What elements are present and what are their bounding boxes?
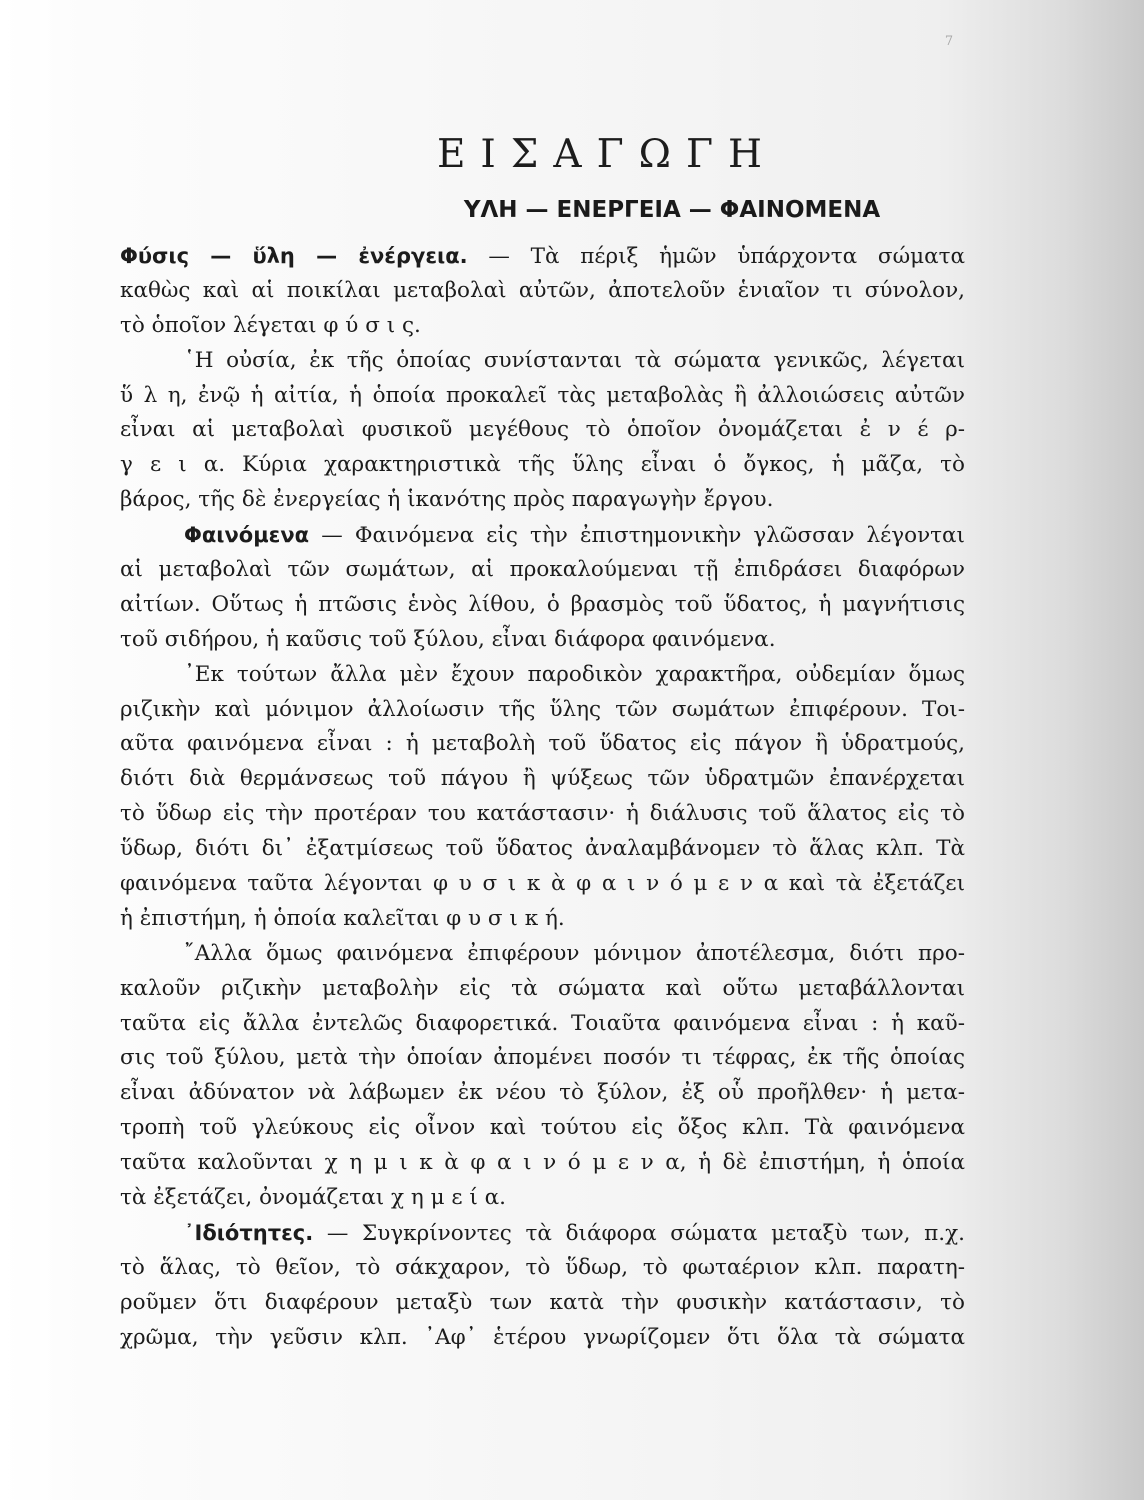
- text-line: ᾿Εκ τούτων ἄλλα μὲν ἔχουν παροδικὸν χαρακτῆρα, οὐδεμίαν ὅμως: [184, 661, 965, 687]
- section-subtitle: ΥΛΗ — ΕΝΕΡΓΕΙΑ — ΦΑΙΝΟΜΕΝΑ: [463, 197, 881, 224]
- text-line: χρῶμα, τὴν γεῦσιν κλπ. ᾿Αφ᾿ ἑτέρου γνωρίζομεν ὅτι ὅλα τὰ σώματα: [120, 1324, 965, 1350]
- text-line: ῾Η οὐσία, ἐκ τῆς ὁποίας συνίστανται τὰ σώματα γενικῶς, λέγεται: [184, 347, 965, 373]
- text-line: γ ε ι α. Κύρια χαρακτηριστικὰ τῆς ὕλης εἶναι ὁ ὄγκος, ἡ μᾶζα, τὸ: [120, 452, 965, 478]
- text-line: ῎Αλλα ὅμως φαινόμενα ἐπιφέρουν μόνιμον ἀποτέλεσμα, διότι προ-: [184, 940, 965, 966]
- text-line: τοῦ σιδήρου, ἡ καῦσις τοῦ ξύλου, εἶναι διάφορα φαινόμενα.: [120, 626, 776, 652]
- text-line: ριζικὴν καὶ μόνιμον ἀλλοίωσιν τῆς ὕλης τῶν σωμάτων ἐπιφέρουν. Τοι-: [120, 696, 965, 722]
- text-line: τὸ ἅλας, τὸ θεῖον, τὸ σάκχαρον, τὸ ὕδωρ, τὸ φωταέριον κλπ. παρατη-: [120, 1254, 965, 1280]
- text-line: ἡ ἐπιστήμη, ἡ ὁποία καλεῖται φ υ σ ι κ ή.: [120, 905, 565, 931]
- text-line: τὸ ὕδωρ εἰς τὴν προτέραν του κατάστασιν· ἡ διάλυσις τοῦ ἅλατος εἰς τὸ: [120, 801, 965, 827]
- paragraph-heading: ᾿Ιδιότητες.: [184, 1220, 314, 1245]
- text-line: αῦτα φαινόμενα εἶναι : ἡ μεταβολὴ τοῦ ὕδατος εἰς πάγον ἢ ὑδρατμούς,: [120, 731, 965, 757]
- text-line: τὰ ἐξετάζει, ὀνομάζεται χ η μ ε ί α.: [120, 1185, 506, 1211]
- text-line: ὕδωρ, διότι δι᾿ ἐξατμίσεως τοῦ ὕδατος ἀναλαμβάνομεν τὸ ἅλας κλπ. Τὰ: [120, 836, 965, 862]
- text-line: αἰτίων. Οὕτως ἡ πτῶσις ἑνὸς λίθου, ὁ βρασμὸς τοῦ ὕδατος, ἡ μαγνήτισις: [120, 591, 965, 617]
- text-line: Φύσις — ὕλη — ἐνέργεια. — Τὰ πέριξ ἡμῶν ὑπάρχοντα σώματα: [120, 244, 965, 269]
- text-line: καθὼς καὶ αἱ ποικίλαι μεταβολαὶ αὐτῶν, ἀποτελοῦν ἑνιαῖον τι σύνολον,: [120, 277, 965, 303]
- text-line: Φαινόμενα — Φαινόμενα εἰς τὴν ἐπιστημονικὴν γλῶσσαν λέγονται: [184, 523, 965, 549]
- text-line: φαινόμενα ταῦτα λέγονται φ υ σ ι κ ὰ φ α ι ν ό μ ε ν α καὶ τὰ ἐξετάζει: [120, 871, 965, 897]
- text-line: σις τοῦ ξύλου, μετὰ τὴν ὁποίαν ἀπομένει ποσόν τι τέφρας, ἐκ τῆς ὁποίας: [120, 1045, 965, 1071]
- page-number: 7: [944, 34, 954, 49]
- text-line: τὸ ὁποῖον λέγεται φ ύ σ ι ς.: [120, 312, 421, 338]
- text-line: ᾿Ιδιότητες. — Συγκρίνοντες τὰ διάφορα σώματα μεταξὺ των, π.χ.: [184, 1220, 965, 1246]
- text-line: ὕ λ η, ἐνῷ ἡ αἰτία, ἡ ὁποία προκαλεῖ τὰς μεταβολὰς ἢ ἀλλοιώσεις αὐτῶν: [120, 382, 965, 408]
- text-line: εἶναι αἱ μεταβολαὶ φυσικοῦ μεγέθους τὸ ὁποῖον ὀνομάζεται ἐ ν έ ρ-: [120, 417, 965, 443]
- text-line: τροπὴ τοῦ γλεύκους εἰς οἶνον καὶ τούτου εἰς ὄξος κλπ. Τὰ φαινόμενα: [120, 1115, 965, 1141]
- text-line: ροῦμεν ὅτι διαφέρουν μεταξὺ των κατὰ τὴν φυσικὴν κατάστασιν, τὸ: [120, 1289, 965, 1315]
- text-line: αἱ μεταβολαὶ τῶν σωμάτων, αἱ προκαλούμεναι τῇ ἐπιδράσει διαφόρων: [120, 557, 965, 583]
- text-line: εἶναι ἀδύνατον νὰ λάβωμεν ἐκ νέου τὸ ξύλον, ἐξ οὗ προῆλθεν· ἡ μετα-: [120, 1080, 965, 1106]
- chapter-title: ΕΙΣΑΓΩΓΗ: [436, 132, 778, 178]
- text-line: καλοῦν ριζικὴν μεταβολὴν εἰς τὰ σώματα καὶ οὕτω μεταβάλλονται: [120, 975, 965, 1001]
- text-line: διότι διὰ θερμάνσεως τοῦ πάγου ἢ ψύξεως τῶν ὑδρατμῶν ἐπανέρχεται: [120, 766, 965, 792]
- paragraph-heading: Φύσις — ὕλη — ἐνέργεια.: [120, 244, 468, 268]
- text-line: ταῦτα εἰς ἄλλα ἐντελῶς διαφορετικά. Τοιαῦτα φαινόμενα εἶναι : ἡ καῦ-: [120, 1010, 965, 1036]
- body-text: [120, 239, 965, 1356]
- paragraph-heading: Φαινόμενα: [184, 523, 310, 548]
- text-line: ταῦτα καλοῦνται χ η μ ι κ ὰ φ α ι ν ό μ ε ν α, ἡ δὲ ἐπιστήμη, ἡ ὁποία: [120, 1150, 965, 1176]
- text-line: βάρος, τῆς δὲ ἐνεργείας ἡ ἱκανότης πρὸς παραγωγὴν ἔργου.: [120, 487, 774, 513]
